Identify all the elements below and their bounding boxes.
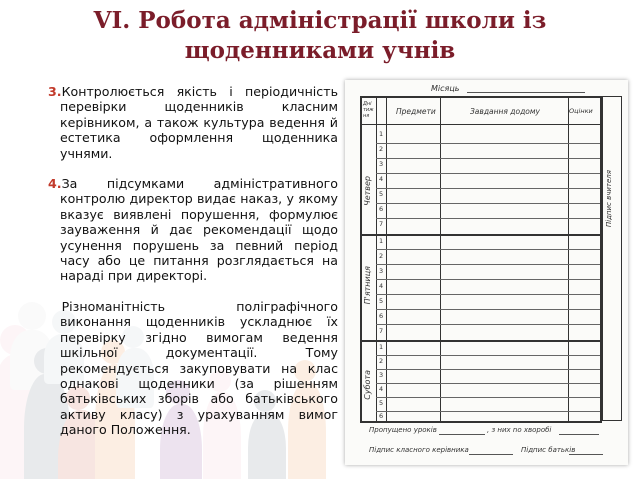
diary-page-image — [345, 80, 628, 465]
diary-row-line — [376, 355, 600, 356]
paragraph-text: Різноманітність поліграфічного виконання щоденників ускладнює їх перевірку згідно вимогам ведення шкільної документації. Тому рекомендується закуповувати на клас однакові щоденники (за рішенням батьківських зборів або батьківського активу класу) з урахуванням вимог даного Положення. — [60, 298, 338, 438]
diary-row-line — [376, 397, 600, 398]
diary-header-subjects: Предмети — [396, 107, 436, 116]
diary-footer-teacher-signature: Підпис класного керівника — [369, 446, 469, 454]
diary-row-line — [376, 324, 600, 325]
paragraph-text: Контролюється якість і періодичність перевірки щоденників класним керівником, а також культура ведення й естетика оформлення щоденника учнями. — [60, 84, 338, 161]
diary-row-number: 1 — [379, 343, 384, 351]
diary-row-line — [376, 143, 600, 144]
diary-row-line — [376, 294, 600, 295]
diary-row-number: 3 — [379, 267, 384, 275]
diary-column-divider — [386, 98, 387, 421]
diary-grid — [360, 96, 602, 423]
diary-row-number: 4 — [379, 385, 384, 393]
diary-column-divider — [440, 98, 441, 421]
diary-row-number: 2 — [379, 145, 384, 153]
diary-month-label: Місяць — [431, 84, 460, 93]
diary-row-line — [376, 249, 600, 250]
diary-day-label: Субота — [363, 370, 372, 400]
diary-header-line — [362, 124, 600, 125]
title-line-2: щоденниками учнів — [184, 37, 456, 64]
diary-side-label: Підпис вчителя — [605, 170, 613, 228]
diary-footer-parents-signature: Підпис батьків — [521, 446, 576, 454]
diary-footer-line — [469, 454, 513, 455]
diary-row-line — [376, 218, 600, 219]
diary-row-line — [376, 188, 600, 189]
diary-row-number: 5 — [379, 399, 384, 407]
diary-day-label: Четвер — [363, 176, 372, 206]
title-line-1: VI. Робота адміністрації школи із — [93, 7, 547, 34]
diary-footer-line — [569, 454, 603, 455]
diary-row-line — [376, 383, 600, 384]
diary-row-number: 2 — [379, 252, 384, 260]
diary-row-line — [376, 158, 600, 159]
diary-row-line — [376, 203, 600, 204]
diary-row-number: 7 — [379, 220, 384, 228]
diary-row-number: 7 — [379, 327, 384, 335]
diary-day-separator — [362, 234, 600, 236]
diary-row-number: 1 — [379, 130, 384, 138]
diary-footer-absent-mid: , з них no хворобі — [487, 426, 552, 434]
diary-row-number: 2 — [379, 357, 384, 365]
diary-row-number: 3 — [379, 371, 384, 379]
diary-footer-absent-label: Пропущено уроків — [369, 426, 437, 434]
diary-row-number: 6 — [379, 312, 384, 320]
slide-title — [40, 6, 600, 66]
paragraph-5 — [48, 299, 338, 438]
paragraph-number: 5. — [48, 298, 62, 314]
diary-row-number: 4 — [379, 175, 384, 183]
diary-column-divider — [568, 98, 569, 421]
diary-month-line — [467, 92, 585, 93]
paragraph-3 — [48, 84, 338, 161]
diary-column-divider — [376, 98, 377, 421]
diary-row-number: 5 — [379, 297, 384, 305]
diary-day-separator — [362, 340, 600, 342]
diary-row-line — [376, 309, 600, 310]
diary-row-line — [376, 173, 600, 174]
diary-row-number: 1 — [379, 237, 384, 245]
diary-row-line — [376, 411, 600, 412]
body-text — [48, 84, 338, 453]
diary-row-line — [376, 279, 600, 280]
diary-row-number: 6 — [379, 412, 384, 420]
paragraph-number: 3. — [48, 84, 62, 99]
diary-row-line — [376, 264, 600, 265]
diary-row-line — [376, 369, 600, 370]
diary-row-number: 6 — [379, 205, 384, 213]
diary-header-days: Дні тиж ня — [363, 101, 374, 119]
paragraph-4 — [48, 176, 338, 284]
diary-header-homework: Завдання додому — [470, 107, 540, 116]
diary-row-number: 3 — [379, 160, 384, 168]
diary-header-grades: Оцінки — [569, 107, 593, 115]
paragraph-number: 4. — [48, 176, 62, 192]
diary-side-column — [602, 96, 622, 421]
diary-day-label: П'ятниця — [363, 266, 372, 305]
diary-footer-line — [439, 434, 485, 435]
diary-row-number: 5 — [379, 190, 384, 198]
diary-footer-line — [559, 434, 599, 435]
diary-row-number: 4 — [379, 282, 384, 290]
paragraph-text: За підсумками адміністративного контролю директор видає наказ, у якому вказує виявлені порушення, формулює зауваження й дає рекомендації щодо усунення порушень за певний період часу або це питання розглядається на нараді при директорі. — [60, 176, 338, 284]
